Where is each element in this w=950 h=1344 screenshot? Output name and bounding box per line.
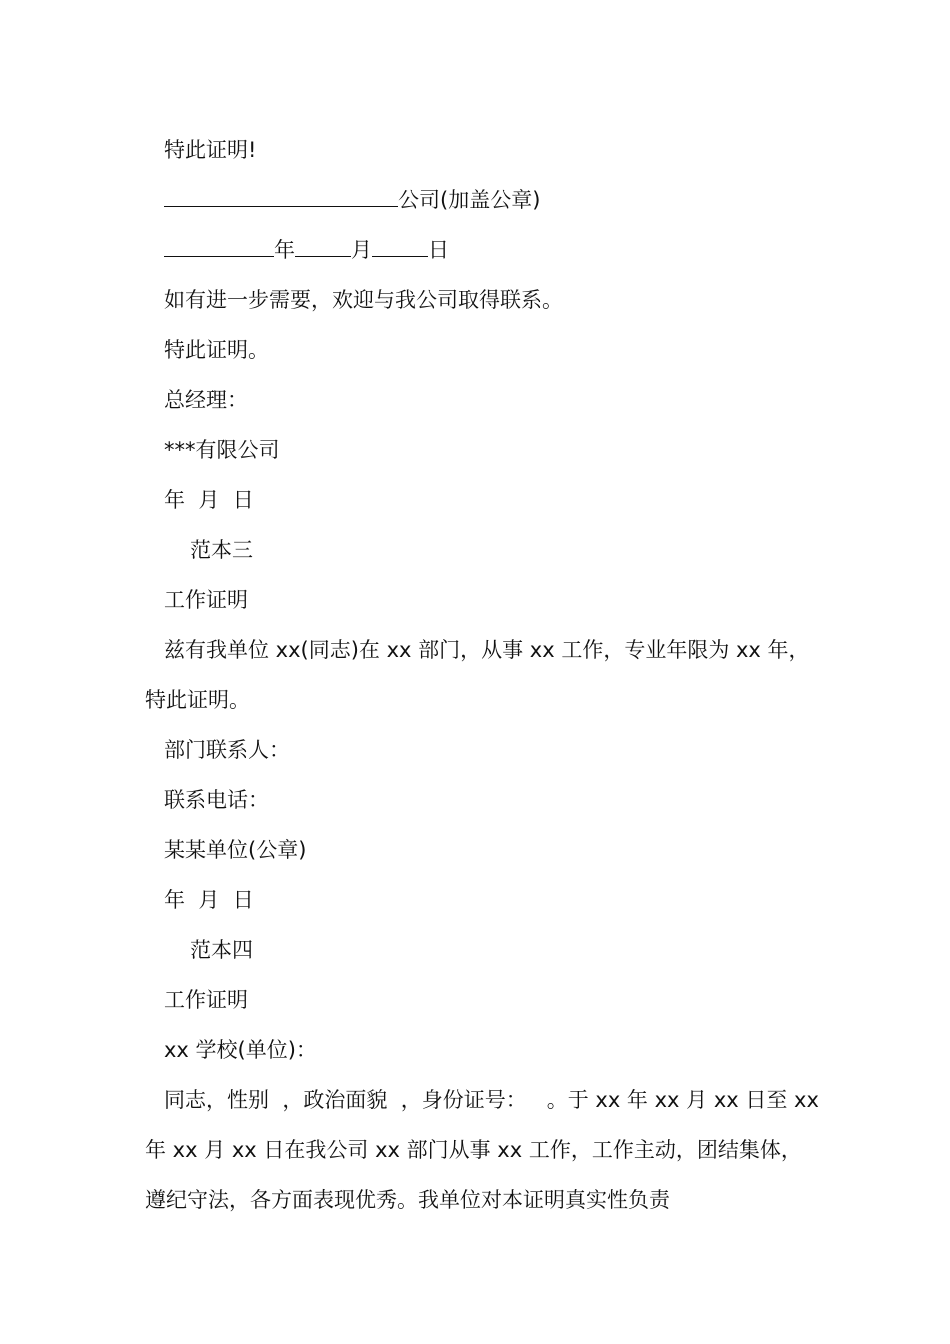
text-line: 部门联系人： <box>164 738 290 762</box>
paragraph-line: 同志，性别 ，政治面貌 ，身份证号： 。于 xx 年 xx 月 xx 日至 xx <box>164 1088 819 1112</box>
company-name-blank <box>164 186 398 207</box>
text-line: 总经理： <box>164 388 248 412</box>
text-line: 联系电话： <box>164 788 269 812</box>
paragraph-line: 特此证明。 <box>145 688 250 712</box>
paragraph-line: 遵纪守法，各方面表现优秀。我单位对本证明真实性负责 <box>145 1188 670 1212</box>
section-heading: 范本三 <box>190 538 253 562</box>
day-blank <box>372 236 428 257</box>
text-line: 某某单位(公章) <box>164 838 307 862</box>
date-line: 年 月 日 <box>164 488 254 512</box>
section-heading: 范本四 <box>190 938 253 962</box>
document-title: 工作证明 <box>164 988 248 1012</box>
date-line: 年 月 日 <box>164 888 254 912</box>
month-blank <box>295 236 351 257</box>
text-line: ***有限公司 <box>164 438 280 462</box>
month-label: 月 <box>351 238 372 262</box>
text-line: 特此证明。 <box>164 338 269 362</box>
text-line: 如有进一步需要，欢迎与我公司取得联系。 <box>164 288 563 312</box>
text-line: 特此证明! <box>164 138 257 162</box>
company-seal-label: 公司(加盖公章) <box>398 188 541 212</box>
year-blank <box>164 236 274 257</box>
paragraph-line: 年 xx 月 xx 日在我公司 xx 部门从事 xx 工作，工作主动，团结集体， <box>145 1138 802 1162</box>
paragraph-line: 兹有我单位 xx(同志)在 xx 部门，从事 xx 工作，专业年限为 xx 年， <box>164 638 810 662</box>
date-fill-line <box>164 236 449 264</box>
day-label: 日 <box>428 238 449 262</box>
document-title: 工作证明 <box>164 588 248 612</box>
company-seal-line <box>164 186 540 214</box>
text-line: xx 学校(单位)： <box>164 1038 317 1062</box>
year-label: 年 <box>274 238 295 262</box>
